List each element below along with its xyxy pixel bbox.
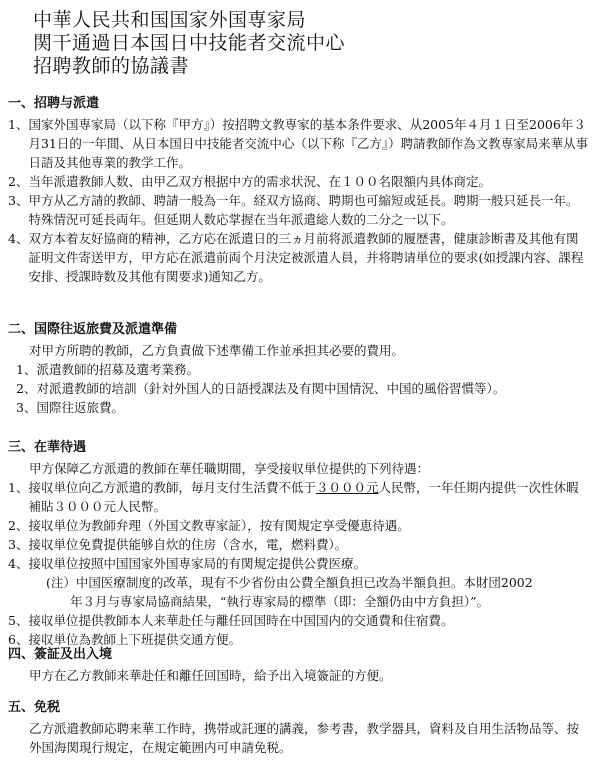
section-recruitment: [8, 96, 590, 286]
item-number: 6、: [8, 632, 29, 647]
section-heading: 四、簽証及出入境: [8, 647, 113, 662]
item-text-b: 人民幣，一年任期内提供一次性休暇補貼３０００元人民幣。: [28, 480, 579, 514]
section-heading: 三、在華待遇: [8, 440, 87, 455]
item-text-a: 接収単位向乙方派遣的教師，毎月支付生活費不低于: [28, 480, 316, 495]
item-text: 国家外国専家局（以下称『甲方』）按招聘文教専家的基本条件要求、从2005年４月１日至2006年３月31日的一年間、从日本国日中技能者交流中心（以下称『乙方』）聘請教師作為文教専家局来華从事日語及其他専業的教学工作。: [28, 117, 589, 170]
title-line-1: 中華人民共和国国家外国専家局: [33, 9, 307, 31]
item-number: 3、: [8, 193, 29, 208]
section-heading: 五、免税: [8, 700, 61, 715]
item-text: 甲方从乙方請的教師、聘請一般為一年。経双方協商、聘期也可縮短或延長。聘期一般只延長一年。特殊情況可延長両年。但延期人数応掌握在当年派遣総人数的二分之一以下。: [28, 193, 579, 227]
item-number: 2、: [8, 174, 29, 189]
section-treatment: [8, 440, 590, 649]
list-item: [8, 554, 590, 573]
item-number: 5、: [8, 613, 29, 628]
section-text: 乙方派遣教師応聘来華工作時，携帯或託運的講義，参考書，教学器具，資料及自用生活物品等、按外国海関現行規定，在規定範囲内可申請免税。: [29, 721, 580, 755]
item-text: 接収単位按照中国国家外国専家局的有関規定提供公費医療。: [28, 556, 366, 571]
item-number: 3、: [8, 537, 29, 552]
item-text: 对派遣教師的培訓（針対外国人的日語授課法及有関中国情況、中国的風俗習慣等）。: [36, 381, 506, 396]
item-number: 2、: [16, 381, 37, 396]
section-intro: 甲方保障乙方派遣的教師在華任職期間，享受接収単位提供的下列待遇：: [29, 461, 430, 476]
section-visa: [8, 647, 590, 685]
section-heading: 二、国際往返旅費及派遣準備: [8, 322, 178, 337]
salary-amount: ３０００元: [315, 480, 379, 495]
item-text: 接収単位免費提供能够自炊的住房（含水，電，燃料費）。: [28, 537, 348, 552]
list-item: [8, 535, 590, 554]
note-line-2: 年３月与専家局協商結果，“執行専家局的標準（即：全額仍由中方負担）”。: [70, 594, 490, 609]
list-item: [8, 478, 590, 516]
list-item: [8, 516, 590, 535]
list-item: [8, 360, 590, 379]
section-text: 甲方在乙方教師来華赴任和離任回国時，給予出入境簽証的方便。: [29, 668, 392, 683]
item-number: 1、: [8, 480, 29, 495]
item-number: 4、: [8, 231, 29, 246]
item-number: 3、: [16, 400, 37, 415]
section-tax-exemption: [8, 700, 590, 757]
list-item: [8, 379, 590, 398]
item-number: 1、: [8, 117, 29, 132]
section-heading: 一、招聘与派遣: [8, 96, 100, 111]
title-line-2: 関干通過日本国日中技能者交流中心: [33, 32, 346, 54]
item-text: 当年派遣教師人数、由甲乙双方根据中方的需求状況、在１００名限額内具体商定。: [28, 174, 491, 189]
section-intro: 对甲方所聘的教師，乙方負責做下述準備工作並承担其必要的費用。: [29, 343, 405, 358]
section-travel-preparation: [8, 322, 590, 417]
item-text: 派遣教師的招募及選考業務。: [36, 362, 199, 377]
item-text: 国際往返旅費。: [36, 400, 124, 415]
note-line-1: (注）中国医療制度的改革，現有不少省份由公費全額負担已改為半額負担。本財団2002: [46, 575, 533, 590]
list-item: [8, 611, 590, 630]
item-number: 1、: [16, 362, 37, 377]
item-text: 接収単位提供教師本人来華赴任与離任回国時在中国国内的交通費和住宿費。: [28, 613, 454, 628]
list-item: [8, 115, 590, 172]
item-text: 双方本着友好協商的精神，乙方応在派遣日的三ヵ月前将派遣教師的履歴書，健康診断書及其他有関証明文件寄送甲方，甲方応在派遣前両个月決定被派遣人員，并将聘请単位的要求(如授課内容、課程安排、授課時数及其他有関要求)通知乙方。: [28, 231, 584, 284]
list-item: [8, 229, 590, 286]
item-number: 2、: [8, 518, 29, 533]
list-item: [8, 398, 590, 417]
list-item: [8, 172, 590, 191]
item-text: 接収単位为教師弁理（外国文教専家証），按有関規定享受優恵待遇。: [28, 518, 410, 533]
item-text: 接収単位為教師上下班提供交通方便。: [28, 632, 241, 647]
list-item: [8, 191, 590, 229]
item-number: 4、: [8, 556, 29, 571]
item-text: [28, 478, 590, 516]
title-line-3: 招聘教師的協議書: [33, 55, 190, 77]
